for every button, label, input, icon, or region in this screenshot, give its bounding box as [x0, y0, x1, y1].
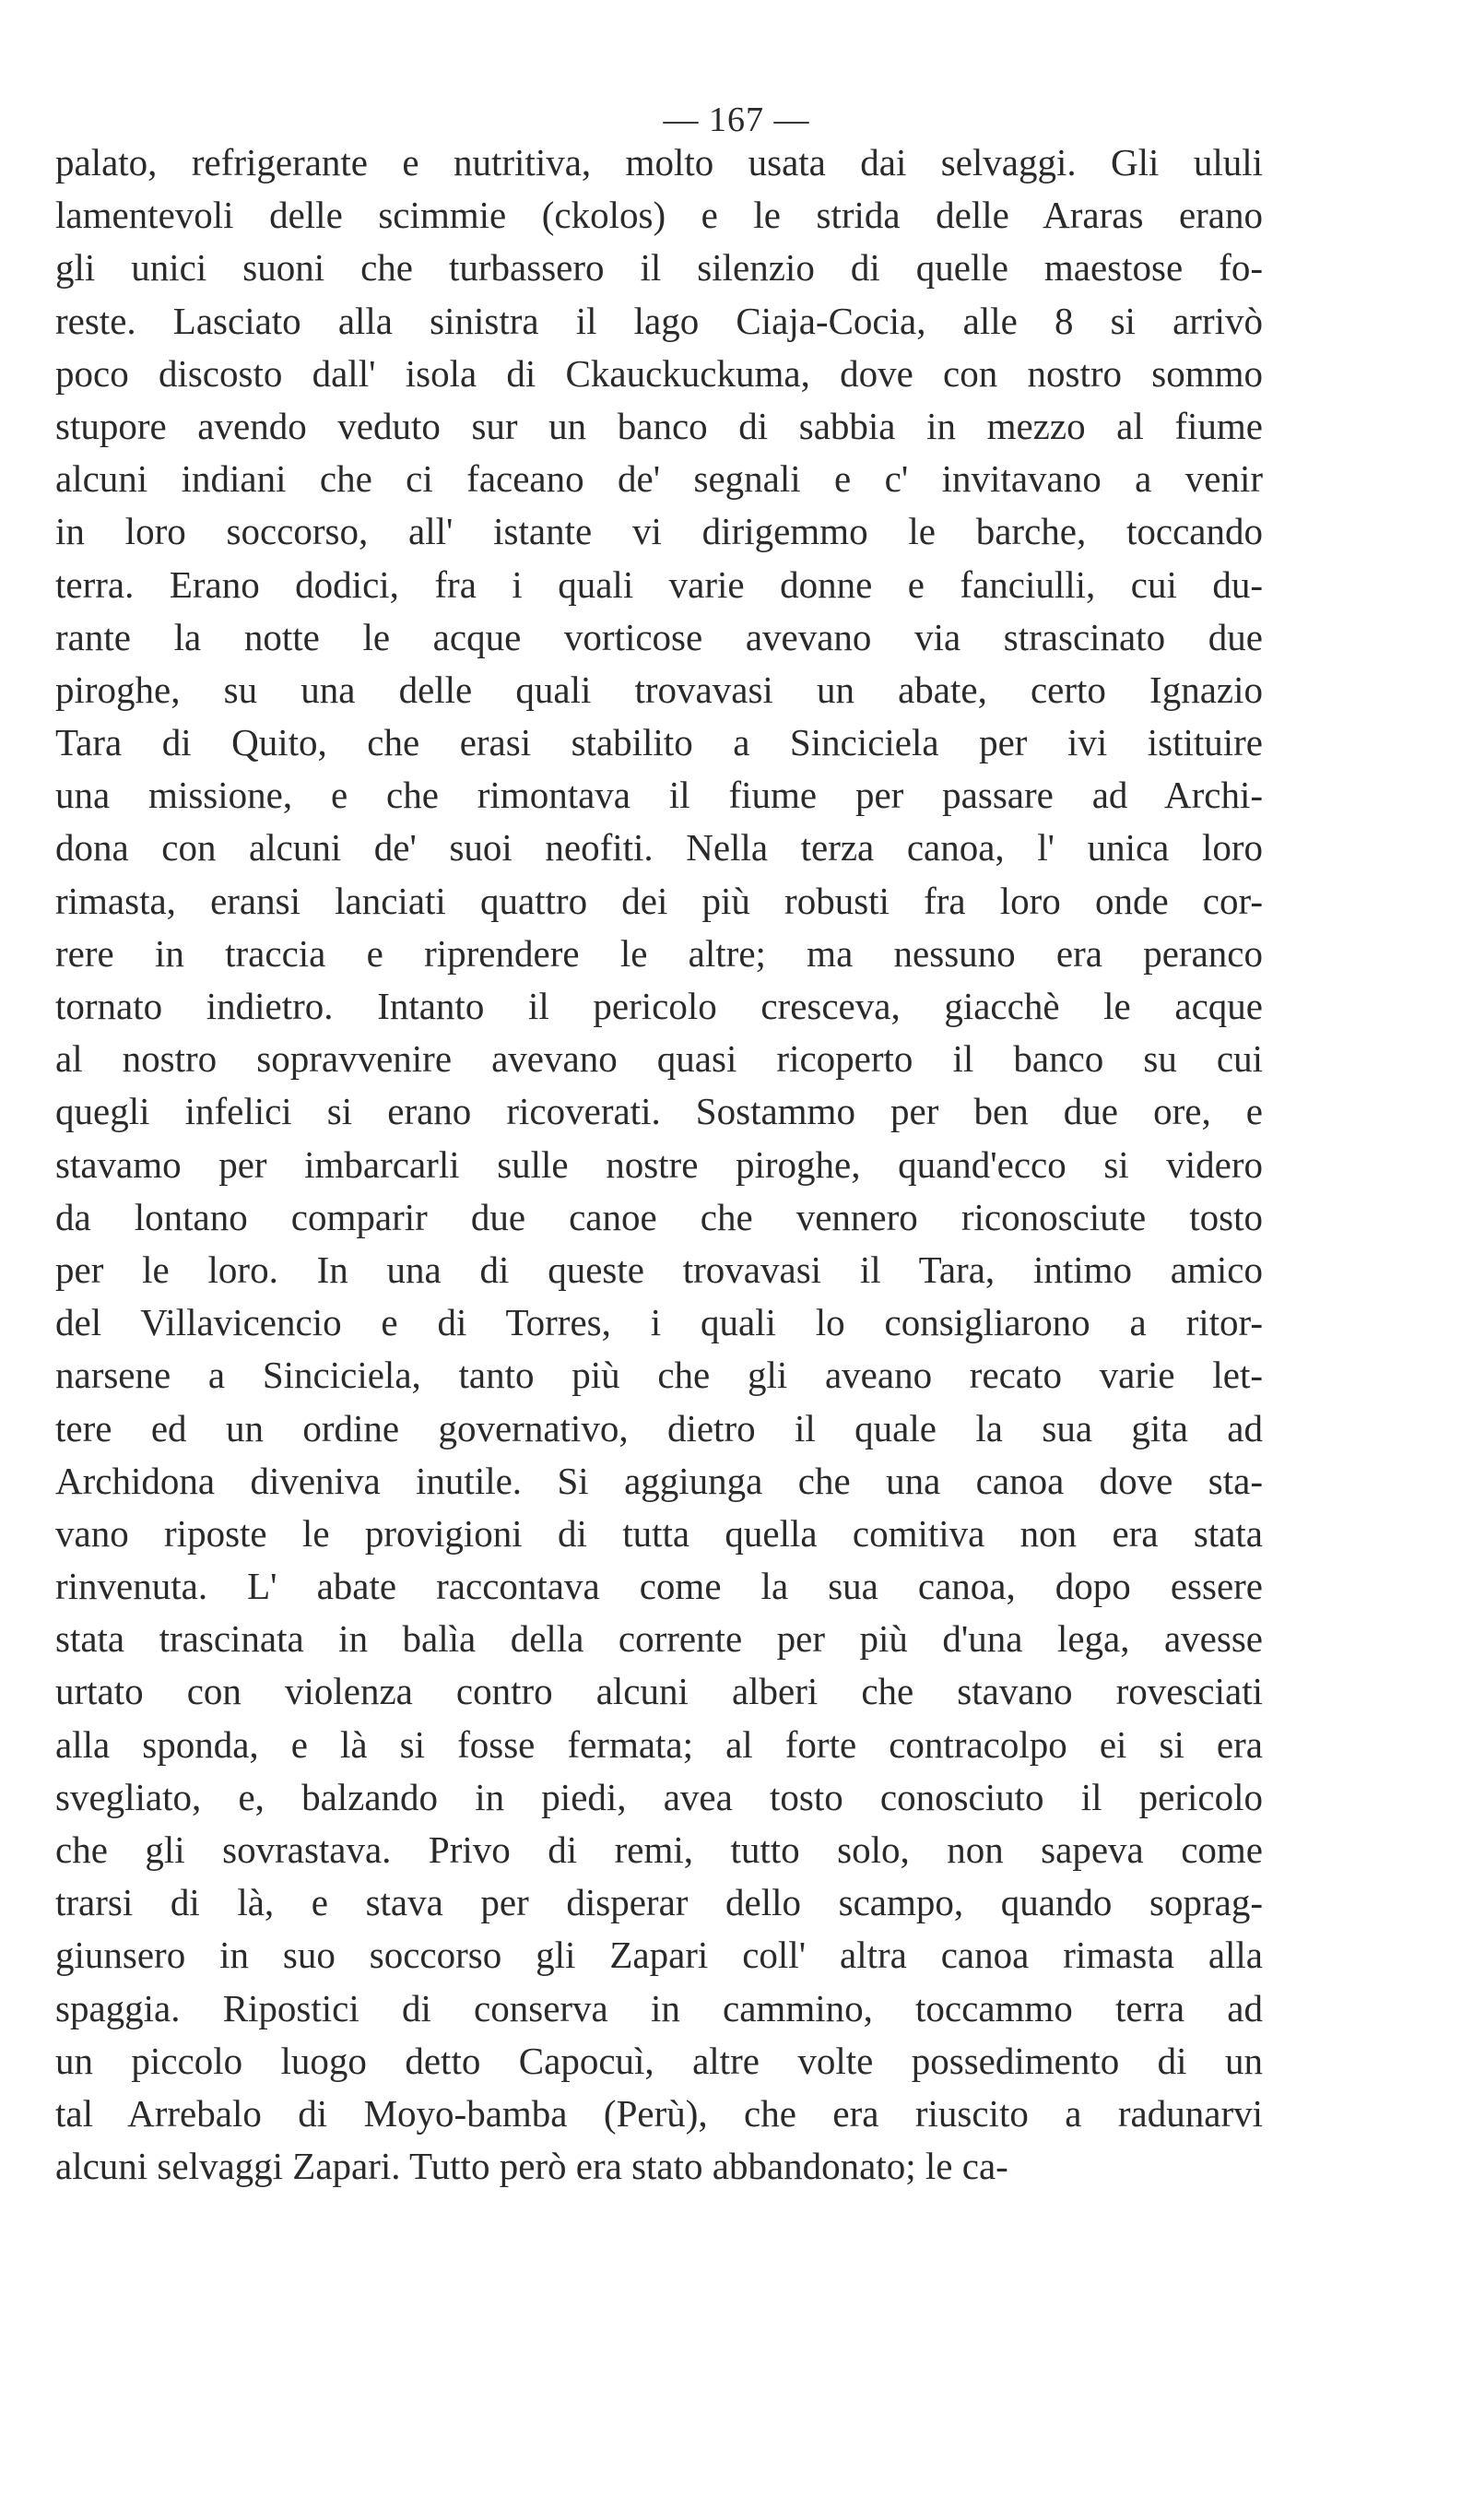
- text-line: stavamo per imbarcarli sulle nostre piroghe, quand'ecco si videro: [55, 1142, 1263, 1186]
- text-line: rere in traccia e riprendere le altre; ma nessuno era peranco: [55, 931, 1263, 975]
- text-line: spaggia. Ripostici di conserva in cammino, toccammo terra ad: [55, 1986, 1263, 2029]
- text-line: in loro soccorso, all' istante vi dirigemmo le barche, toccando: [55, 510, 1263, 553]
- text-line: narsene a Sinciciela, tanto più che gli aveano recato varie let-: [55, 1354, 1263, 1397]
- text-line: Tara di Quito, che erasi stabilito a Sinciciela per ivi istituire: [55, 721, 1263, 764]
- text-line: un piccolo luogo detto Capocuì, altre volte possedimento di un: [55, 2039, 1263, 2082]
- text-line: al nostro sopravvenire avevano quasi ricoperto il banco su cui: [55, 1037, 1263, 1081]
- text-line: stata trascinata in balìa della corrente per più d'una lega, avesse: [55, 1617, 1263, 1661]
- text-line: svegliato, e, balzando in piedi, avea tosto conosciuto il pericolo: [55, 1775, 1263, 1818]
- page-number: — 167 —: [663, 101, 810, 139]
- body-text: [55, 136, 1263, 2193]
- text-line: alcuni indiani che ci faceano de' segnali e c' invitavano a venir: [55, 457, 1263, 501]
- text-line: tal Arrebalo di Moyo-bamba (Perù), che era riuscito a radunarvi: [55, 2091, 1263, 2135]
- text-line: rante la notte le acque vorticose avevano via strascinato due: [55, 615, 1263, 658]
- text-line: palato, refrigerante e nutritiva, molto usata dai selvaggi. Gli ululi: [55, 141, 1263, 183]
- text-line: del Villavicencio e di Torres, i quali lo consigliarono a ritor-: [55, 1301, 1263, 1344]
- text-line: stupore avendo veduto sur un banco di sabbia in mezzo al fiume: [55, 404, 1263, 447]
- text-line: dona con alcuni de' suoi neofiti. Nella terza canoa, l' unica loro: [55, 826, 1263, 870]
- text-line: una missione, e che rimontava il fiume per passare ad Archi-: [55, 774, 1263, 817]
- text-line: che gli sovrastava. Privo di remi, tutto solo, non sapeva come: [55, 1828, 1263, 1871]
- text-line: rimasta, eransi lanciati quattro dei più robusti fra loro onde cor-: [55, 879, 1263, 922]
- text-line: trarsi di là, e stava per disperar dello scampo, quando soprag-: [55, 1881, 1263, 1924]
- text-line: urtato con violenza contro alcuni alberi che stavano rovesciati: [55, 1670, 1263, 1713]
- text-line: gli unici suoni che turbassero il silenzio di quelle maestose fo-: [55, 246, 1263, 290]
- text-line: per le loro. In una di queste trovavasi il Tara, intimo amico: [55, 1248, 1263, 1291]
- text-line: alla sponda, e là si fosse fermata; al forte contracolpo ei si era: [55, 1722, 1263, 1766]
- text-line: tornato indietro. Intanto il pericolo cresceva, giacchè le acque: [55, 985, 1263, 1027]
- text-line: quegli infelici si erano ricoverati. Sostammo per ben due ore, e: [55, 1090, 1263, 1133]
- text-line: reste. Lasciato alla sinistra il lago Ciaja-Cocia, alle 8 si arrivò: [55, 299, 1263, 342]
- text-line: giunsero in suo soccorso gli Zapari coll' altra canoa rimasta alla: [55, 1934, 1263, 1977]
- text-line: alcuni selvaggi Zapari. Tutto però era stato abbandonato; le ca-: [55, 2145, 1008, 2188]
- text-line: tere ed un ordine governativo, dietro il quale la sua gita ad: [55, 1406, 1263, 1449]
- text-line: Archidona diveniva inutile. Si aggiunga che una canoa dove sta-: [55, 1459, 1263, 1502]
- text-line: rinvenuta. L' abate raccontava come la sua canoa, dopo essere: [55, 1565, 1263, 1608]
- text-line: lamentevoli delle scimmie (ckolos) e le strida delle Araras erano: [55, 194, 1263, 237]
- text-line: da lontano comparir due canoe che vennero riconosciute tosto: [55, 1195, 1263, 1238]
- text-line: vano riposte le provigioni di tutta quella comitiva non era stata: [55, 1511, 1263, 1555]
- text-line: piroghe, su una delle quali trovavasi un abate, certo Ignazio: [55, 668, 1263, 711]
- text-line: poco discosto dall' isola di Ckauckuckuma, dove con nostro sommo: [55, 351, 1263, 395]
- text-line: terra. Erano dodici, fra i quali varie donne e fanciulli, cui du-: [55, 562, 1263, 606]
